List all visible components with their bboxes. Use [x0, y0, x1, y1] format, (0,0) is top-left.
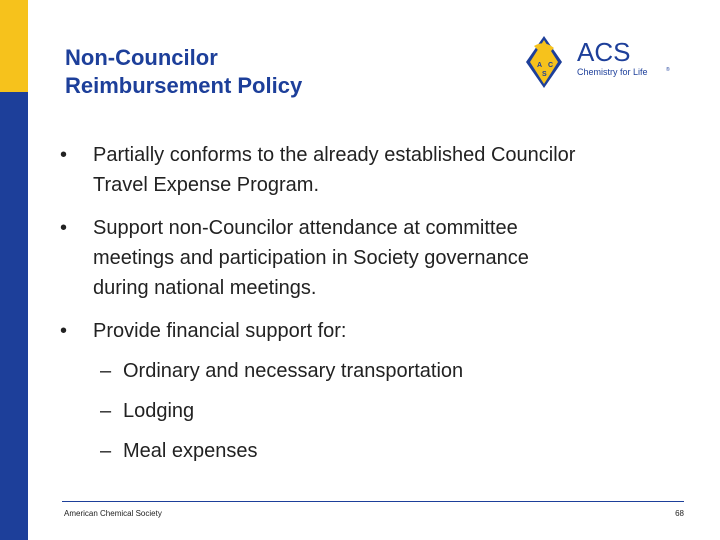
bullet-line: Support non-Councilor attendance at committee	[93, 217, 518, 239]
bullet-marker: •	[60, 320, 68, 342]
bullet-line: meetings and participation in Society governance	[93, 247, 529, 269]
logo-tagline: Chemistry for Life	[577, 67, 648, 77]
sub-item-text: Meal expenses	[123, 440, 258, 462]
bullet-line: during national meetings.	[93, 277, 317, 299]
footer-divider	[62, 501, 684, 502]
sub-item-marker: –	[100, 440, 112, 462]
sub-item	[60, 396, 700, 426]
seal-letter-a: A	[537, 62, 543, 69]
slide-body	[60, 140, 700, 466]
accent-bar-yellow	[0, 0, 28, 92]
seal-letter-c: C	[548, 62, 554, 69]
bullet-line: Travel Expense Program.	[93, 174, 320, 196]
logo-wordmark: ACS	[577, 37, 631, 67]
accent-bar-blue	[0, 92, 28, 540]
sub-item	[60, 436, 700, 466]
sub-item-text: Ordinary and necessary transportation	[123, 360, 464, 382]
slide-title	[65, 44, 485, 100]
title-line-1: Non-Councilor	[65, 45, 218, 70]
bullet-item	[60, 140, 700, 200]
logo-trademark: ®	[666, 67, 670, 73]
bullet-marker: •	[60, 217, 68, 239]
page-number: 68	[675, 509, 684, 518]
sub-item-text: Lodging	[123, 400, 195, 422]
acs-seal-icon	[526, 36, 562, 88]
sub-item-marker: –	[100, 360, 112, 382]
bullet-item	[60, 316, 700, 346]
bullet-item	[60, 213, 700, 303]
title-line-2: Reimbursement Policy	[65, 73, 303, 98]
bullet-marker: •	[60, 144, 68, 166]
acs-logo	[520, 34, 680, 90]
seal-letter-s: S	[542, 71, 547, 78]
footer-organization: American Chemical Society	[64, 509, 162, 518]
sub-item-marker: –	[100, 400, 112, 422]
bullet-line: Partially conforms to the already established Councilor	[93, 144, 576, 166]
bullet-line: Provide financial support for:	[93, 320, 347, 342]
sub-item	[60, 356, 700, 386]
